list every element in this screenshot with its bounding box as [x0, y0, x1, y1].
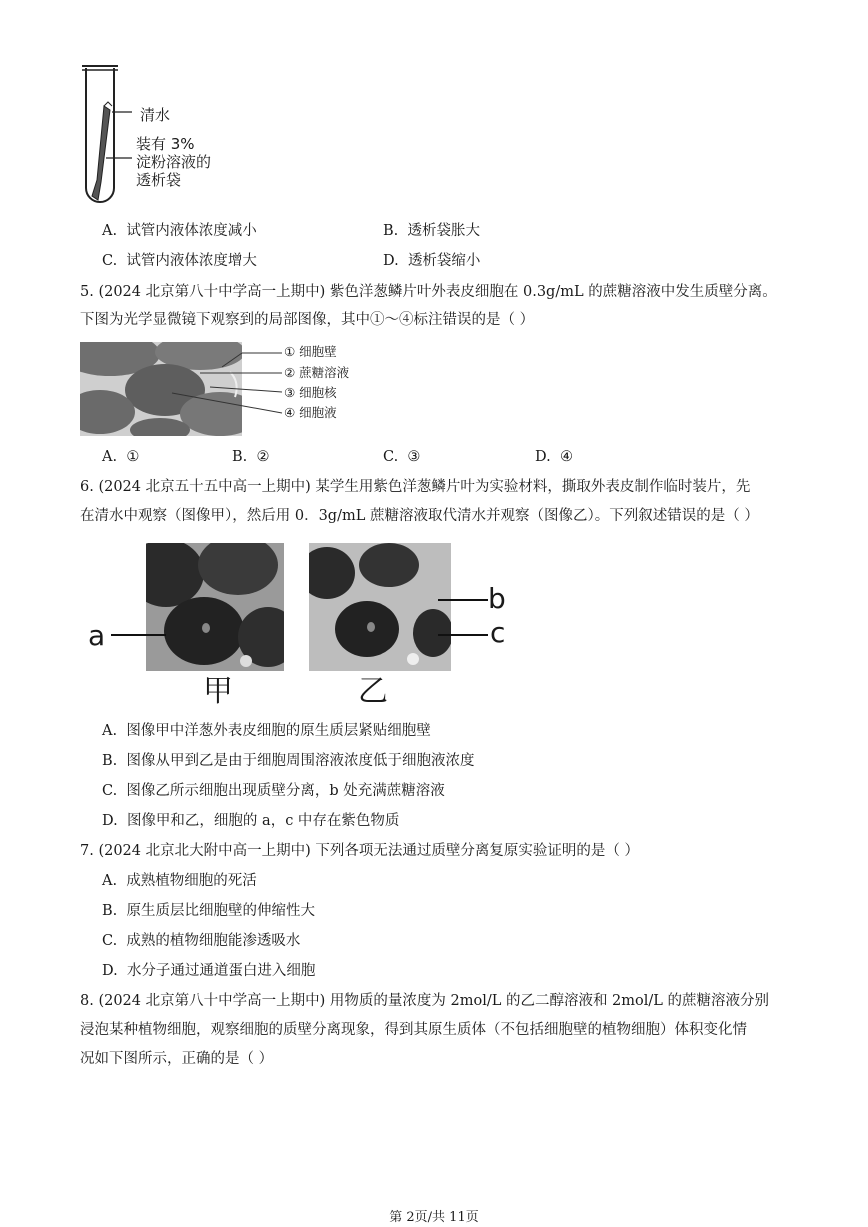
q7-option-c[interactable]: C. 成熟的植物细胞能渗透吸水 [102, 933, 301, 949]
q5-pointer-lines [160, 345, 284, 420]
label-water: 清水 [140, 106, 171, 124]
q6-option-c[interactable]: C. 图像乙所示细胞出现质壁分离，b 处充满蔗糖溶液 [102, 783, 445, 799]
q6-pointer-lines [108, 590, 492, 650]
q6-option-b[interactable]: B. 图像从甲到乙是由于细胞周围溶液浓度低于细胞液浓度 [102, 753, 475, 769]
q4-option-a[interactable]: A. 试管内液体浓度减小 [102, 223, 257, 239]
q6-option-a[interactable]: A. 图像甲中洋葱外表皮细胞的原生质层紧贴细胞壁 [102, 723, 431, 739]
q5-label-3: ③ 细胞核 [284, 385, 337, 400]
q6-label-a: a [88, 619, 106, 652]
q5-label-4: ④ 细胞液 [284, 405, 337, 420]
q5-label-2: ② 蔗糖溶液 [284, 365, 350, 380]
q6-label-b: b [488, 582, 506, 615]
label-bag-2: 淀粉溶液的 [136, 153, 212, 171]
q5-label-1: ① 细胞壁 [284, 344, 337, 359]
label-bag-1: 装有 3% [136, 135, 195, 153]
q8-stem-line3: 况如下图所示，正确的是（ ） [80, 1051, 274, 1067]
q6-option-d[interactable]: D. 图像甲和乙，细胞的 a，c 中存在紫色物质 [102, 813, 400, 829]
q5-stem-line1: 5. (2024 北京第八十中学高一上期中) 紫色洋葱鳞片叶外表皮细胞在 0.3g/mL 的蔗糖溶液中发生质壁分离。 [80, 284, 777, 300]
q4-option-c[interactable]: C. 试管内液体浓度增大 [102, 253, 257, 269]
q8-stem-line2: 浸泡某种植物细胞，观察细胞的质壁分离现象，得到其原生质体（不包括细胞壁的植物细胞）体积变化情 [80, 1022, 747, 1038]
q7-option-b[interactable]: B. 原生质层比细胞壁的伸缩性大 [102, 903, 315, 919]
q7-stem-line1: 7. (2024 北京北大附中高一上期中) 下列各项无法通过质壁分离复原实验证明的是（ ） [80, 843, 639, 859]
q7-option-a[interactable]: A. 成熟植物细胞的死活 [102, 873, 257, 889]
q5-stem-line2: 下图为光学显微镜下观察到的局部图像，其中①～④标注错误的是（ ） [80, 312, 535, 328]
q6-label-c: c [490, 616, 506, 649]
q6-stem-line1: 6. (2024 北京五十五中高一上期中) 某学生用紫色洋葱鳞片叶为实验材料，撕取外表皮制作临时装片，先 [80, 479, 751, 495]
page-footer: 第 2页/共 11页 [389, 1210, 479, 1225]
q6-caption-jia: 甲 [203, 674, 233, 709]
q5-option-d[interactable]: D. ④ [535, 449, 573, 465]
q4-option-b[interactable]: B. 透析袋胀大 [383, 223, 480, 239]
q4-option-d[interactable]: D. 透析袋缩小 [383, 253, 481, 269]
q5-option-b[interactable]: B. ② [232, 449, 270, 465]
label-bag-3: 透析袋 [136, 171, 182, 189]
q7-option-d[interactable]: D. 水分子通过通道蛋白进入细胞 [102, 963, 316, 979]
q5-option-a[interactable]: A. ① [102, 449, 140, 465]
q8-stem-line1: 8. (2024 北京第八十中学高一上期中) 用物质的量浓度为 2mol/L 的乙二醇溶液和 2mol/L 的蔗糖溶液分别 [80, 993, 770, 1009]
q6-caption-yi: 乙 [358, 674, 388, 709]
q6-stem-line2: 在清水中观察（图像甲），然后用 0．3g/mL 蔗糖溶液取代清水并观察（图像乙）。下列叙述错误的是（ ） [80, 508, 759, 524]
q5-option-c[interactable]: C. ③ [383, 449, 421, 465]
